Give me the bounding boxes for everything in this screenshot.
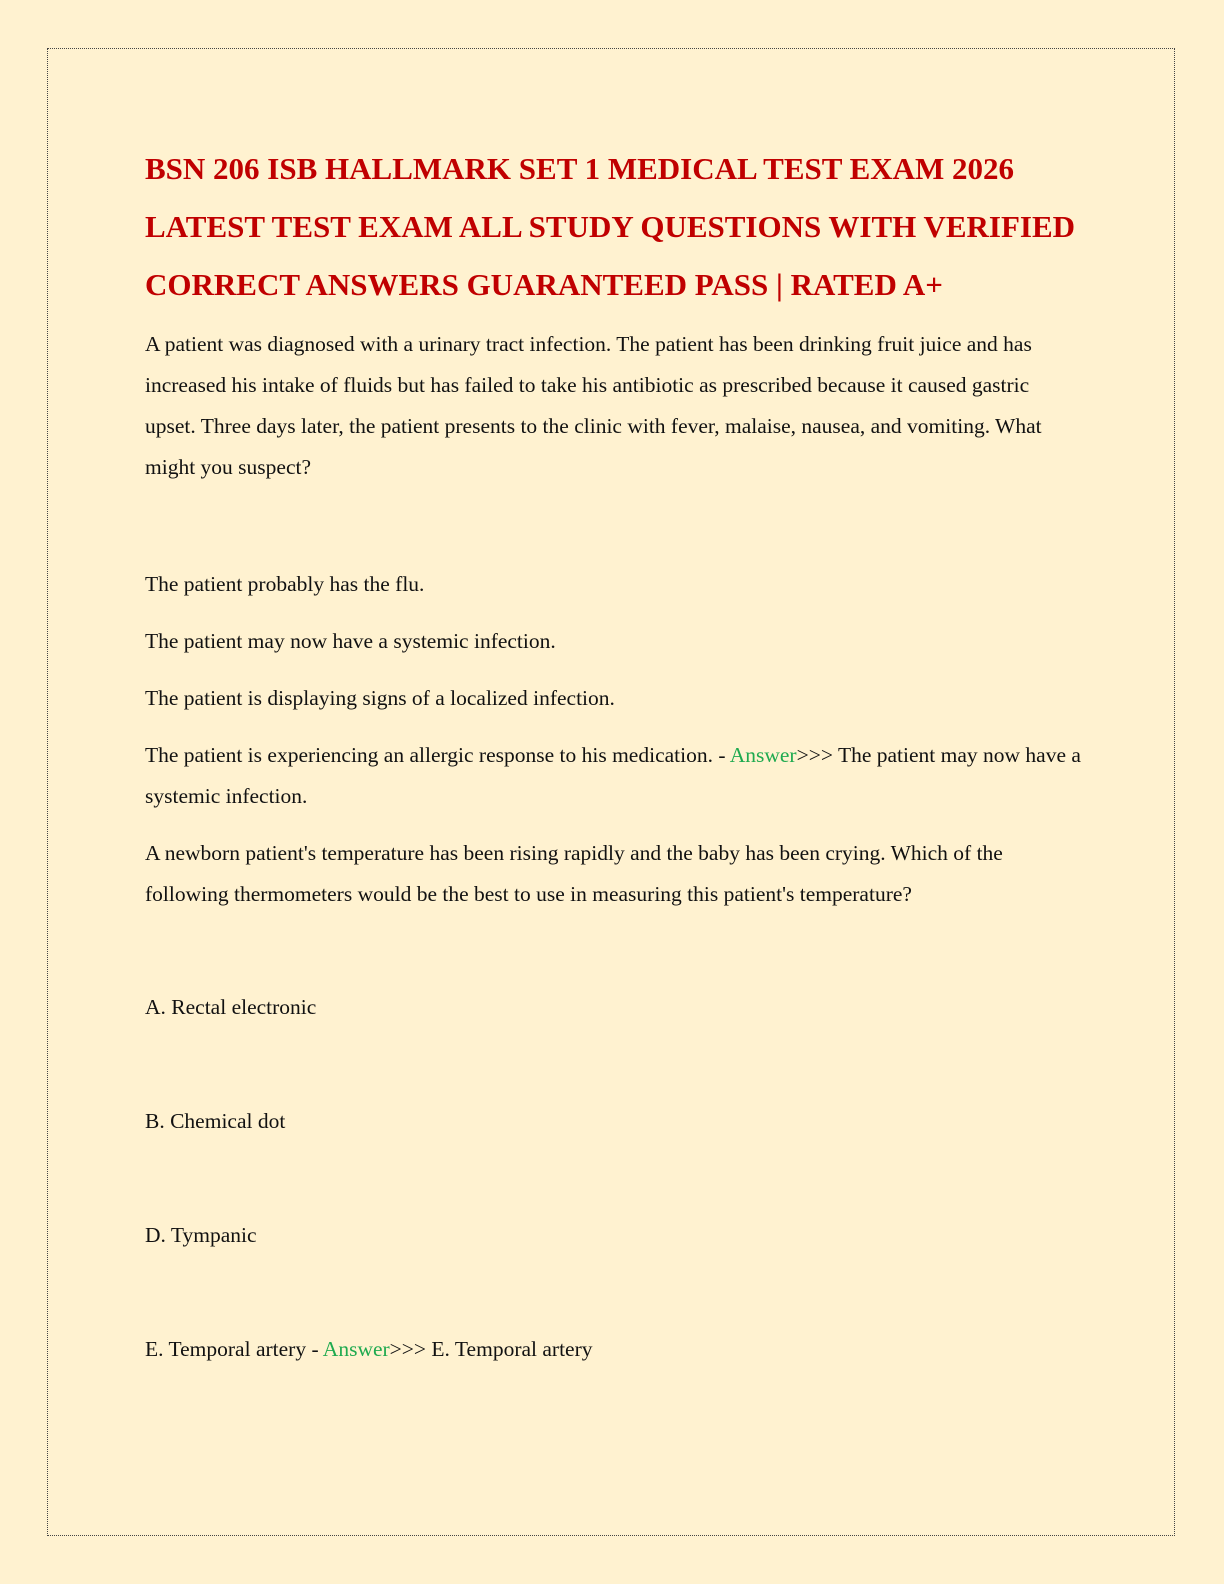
answer-label: Answer <box>729 743 797 767</box>
question-1-answer-line <box>145 735 1085 817</box>
document-body <box>145 140 1085 1370</box>
question-1-option-1: The patient probably has the flu. <box>145 572 425 596</box>
question-2-choice-d: D. Tympanic <box>145 1223 257 1247</box>
question-1-option-4: The patient is experiencing an allergic response to his medication. - <box>145 743 730 767</box>
question-1-option-2: The patient may now have a systemic infection. <box>145 629 556 653</box>
document-title: BSN 206 ISB HALLMARK SET 1 MEDICAL TEST EXAM 2026 LATEST TEST EXAM ALL STUDY QUESTIONS WITH VERIFIED CORRECT ANSWERS GUARANTEED PASS | RATED A+ <box>145 151 1076 302</box>
question-2-answer: >>> E. Temporal artery <box>389 1337 593 1361</box>
question-2-choice-b: B. Chemical dot <box>145 1109 286 1133</box>
question-1-option-3: The patient is displaying signs of a localized infection. <box>145 686 615 710</box>
question-2-choice-e: E. Temporal artery - <box>145 1337 323 1361</box>
question-2-choice-a: A. Rectal electronic <box>145 995 317 1019</box>
question-1-text: A patient was diagnosed with a urinary tract infection. The patient has been drinking fruit juice and has increased his intake of fluids but has failed to take his antibiotic as prescribed because it caused gastric upset. Three days later, the patient presents to the clinic with fever, malaise, nausea, and vomiting. What might you suspect? <box>145 332 1042 479</box>
question-2-answer-line <box>145 1329 1085 1370</box>
answer-label: Answer <box>322 1337 390 1361</box>
question-1-answer: >>> The patient may now have a systemic infection. <box>145 743 1081 808</box>
question-2-text: A newborn patient's temperature has been rising rapidly and the baby has been crying. Which of the following thermometers would be the best to use in measuring this patient's temperature? <box>145 841 1003 906</box>
